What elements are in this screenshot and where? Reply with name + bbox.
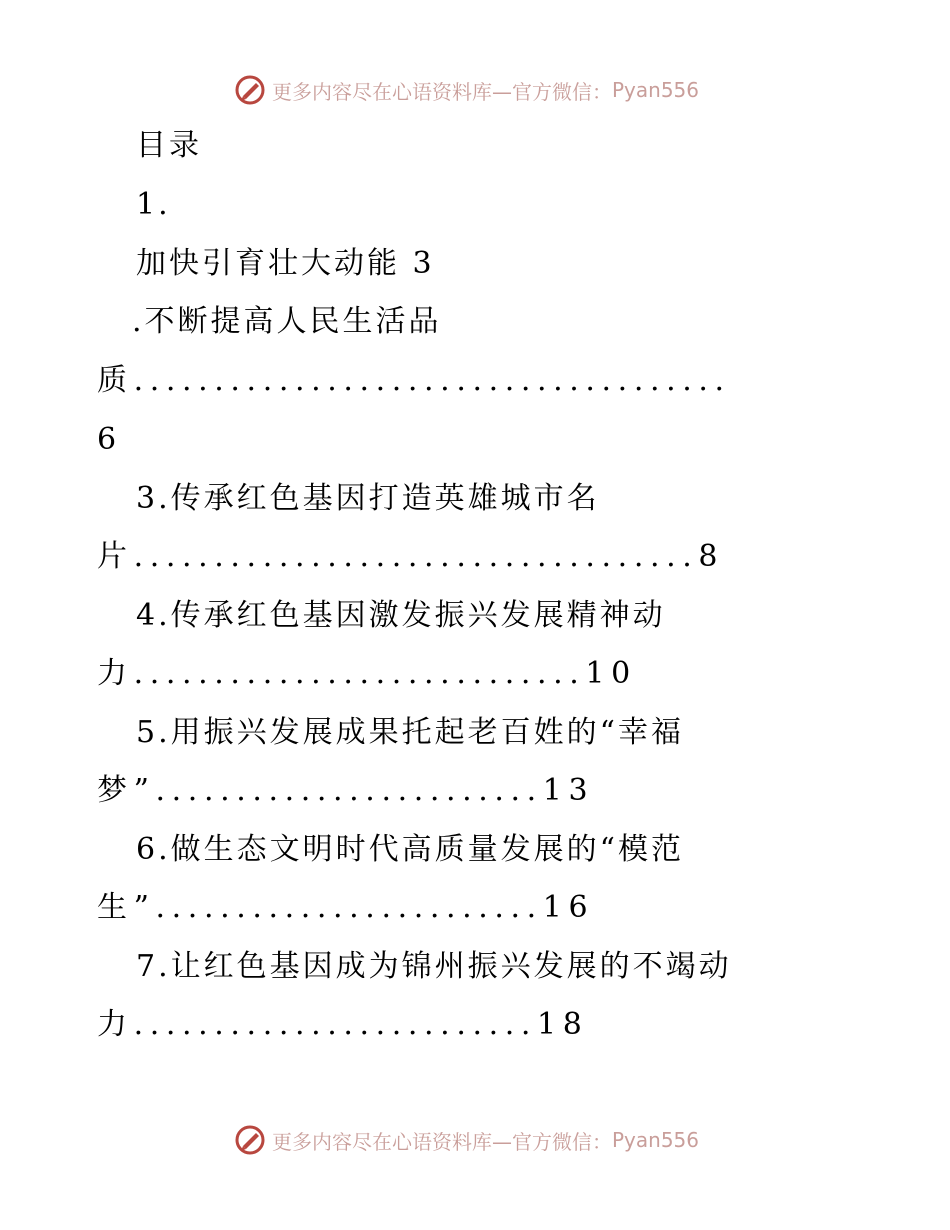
watermark-text: 更多内容尽在心语资料库—官方微信：	[272, 1129, 612, 1154]
toc-line: 6.做生态文明时代高质量发展的“模范	[136, 832, 684, 867]
watermark-text: 更多内容尽在心语资料库—官方微信：	[272, 79, 612, 104]
pen-logo-icon	[234, 1124, 266, 1156]
toc-line: 力............................10	[97, 656, 637, 691]
watermark-header	[234, 72, 699, 108]
toc-line: 片...................................8	[97, 539, 725, 574]
toc-line: 力.........................18	[97, 1007, 589, 1042]
toc-page-number: 6	[97, 422, 120, 457]
toc-line: 加快引育壮大动能 3	[136, 246, 435, 281]
toc-line: 质.....................................	[97, 363, 731, 398]
watermark-wechat-id: Pyan556	[612, 78, 700, 102]
toc-line: 梦”........................13	[97, 773, 595, 808]
toc-line: 3.传承红色基因打造英雄城市名	[136, 481, 600, 516]
toc-line: 4.传承红色基因激发振兴发展精神动	[136, 598, 666, 633]
watermark-footer	[234, 1122, 699, 1158]
toc-title: 目录	[136, 128, 202, 163]
toc-line: 生”........................16	[97, 890, 595, 925]
watermark-wechat-id: Pyan556	[612, 1128, 700, 1152]
toc-line: 7.让红色基因成为锦州振兴发展的不竭动	[136, 949, 732, 984]
toc-line: .不断提高人民生活品	[132, 304, 442, 339]
toc-line: 1.	[136, 187, 171, 222]
toc-line: 5.用振兴发展成果托起老百姓的“幸福	[136, 715, 684, 750]
pen-logo-icon	[234, 74, 266, 106]
